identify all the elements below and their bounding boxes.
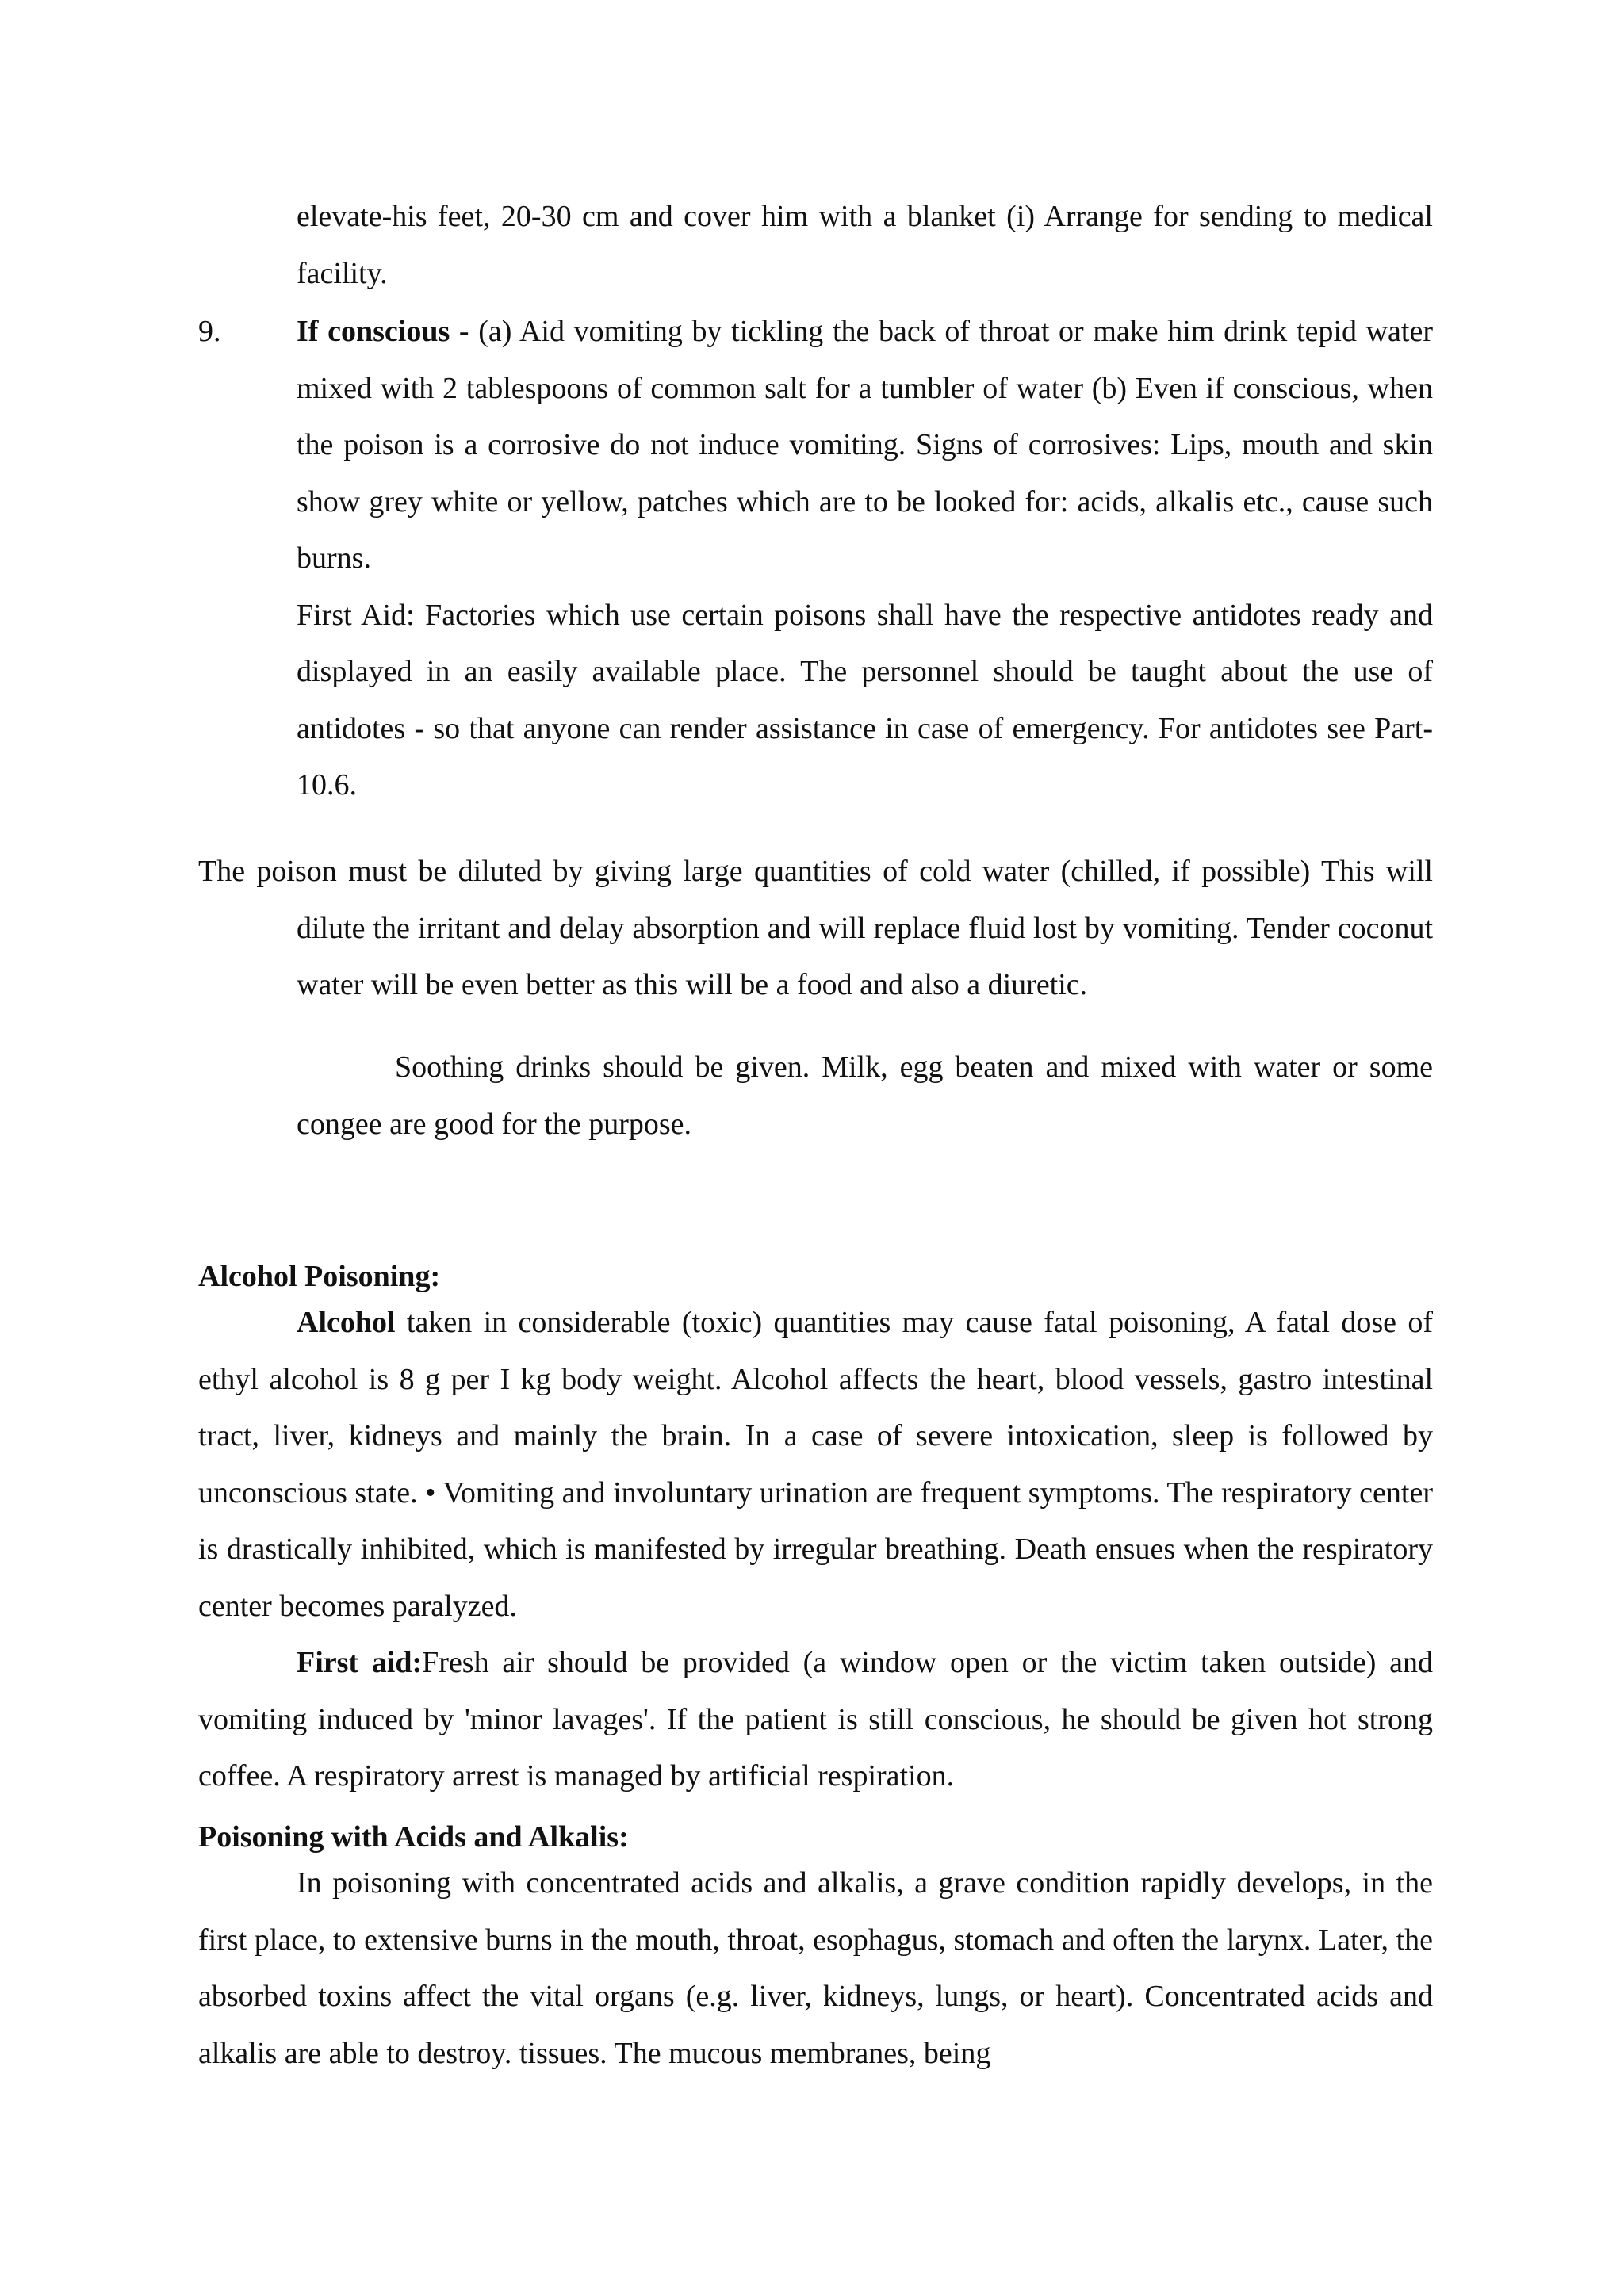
alcohol-text: taken in considerable (toxic) quantities may cause fatal poisoning, A fatal dose of ethyl alcohol is 8 g per I kg body weight. Alcohol affects the heart, blood vessels, gastro intestinal tract, liver, kidneys and mainly the brain. In a case of severe intoxication, sleep is followed by unconscious state. • Vomiting and involuntary urination are frequent symptoms. The respiratory center is drastically inhibited, which is manifested by irregular breathing. Death ensues when the respiratory center becomes paralyzed. (198, 1306, 1433, 1623)
alcohol-first-aid-lead: First aid: (297, 1646, 423, 1679)
alcohol-paragraph (198, 1295, 1433, 1805)
item-9-paragraph (297, 304, 1433, 814)
continuation-paragraph: elevate-his feet, 20-30 cm and cover him with a blanket (i) Arrange for sending to medical facility. (297, 200, 1433, 290)
alcohol-first-aid-paragraph (198, 1635, 1433, 1805)
item-9-lead: If conscious - (297, 315, 469, 348)
acids-paragraph: In poisoning with concentrated acids and alkalis, a grave condition rapidly develops, in the first place, to extensive burns in the mouth, throat, esophagus, stomach and often the larynx. Later, the absorbed toxins affect the vital organs (e.g. liver, kidneys, lungs, or heart). Concentrated acids and alkalis are able to destroy. tissues. The mucous membranes, being (198, 1866, 1433, 2070)
alcohol-lead: Alcohol (297, 1306, 396, 1339)
soothing-paragraph: Soothing drinks should be given. Milk, egg beaten and mixed with water or some congee are good for the purpose. (297, 1050, 1433, 1141)
alcohol-first-aid-text: Fresh air should be provided (a window open or the victim taken outside) and vomiting induced by 'minor lavages'. If the patient is still conscious, he should be given hot strong coffee. A respiratory arrest is managed by artificial respiration. (198, 1646, 1433, 1793)
acids-heading: Poisoning with Acids and Alkalis: (198, 1820, 629, 1854)
item-9-text: (a) Aid vomiting by tickling the back of throat or make him drink tepid water mixed with 2 tablespoons of common salt for a tumbler of water (b) Even if conscious, when the poison is a corrosive do not induce vomiting. Signs of corrosives: Lips, mouth and skin show grey white or yellow, patches which are to be looked for: acids, alkalis etc., cause such burns. (297, 315, 1433, 575)
first-aid-paragraph: First Aid: Factories which use certain poisons shall have the respective antidotes ready and displayed in an easily available place. The personnel should be taught about the use of antidotes - so that anyone can render assistance in case of emergency. For antidotes see Part-10.6. (297, 598, 1433, 802)
item-9-number: 9. (198, 315, 221, 348)
dilution-paragraph: The poison must be diluted by giving large quantities of cold water (chilled, if possible) This will dilute the irritant and delay absorption and will replace fluid lost by vomiting. Tender coconut water will be even better as this will be a food and also a diuretic. (198, 855, 1433, 1001)
alcohol-heading: Alcohol Poisoning: (198, 1260, 441, 1293)
